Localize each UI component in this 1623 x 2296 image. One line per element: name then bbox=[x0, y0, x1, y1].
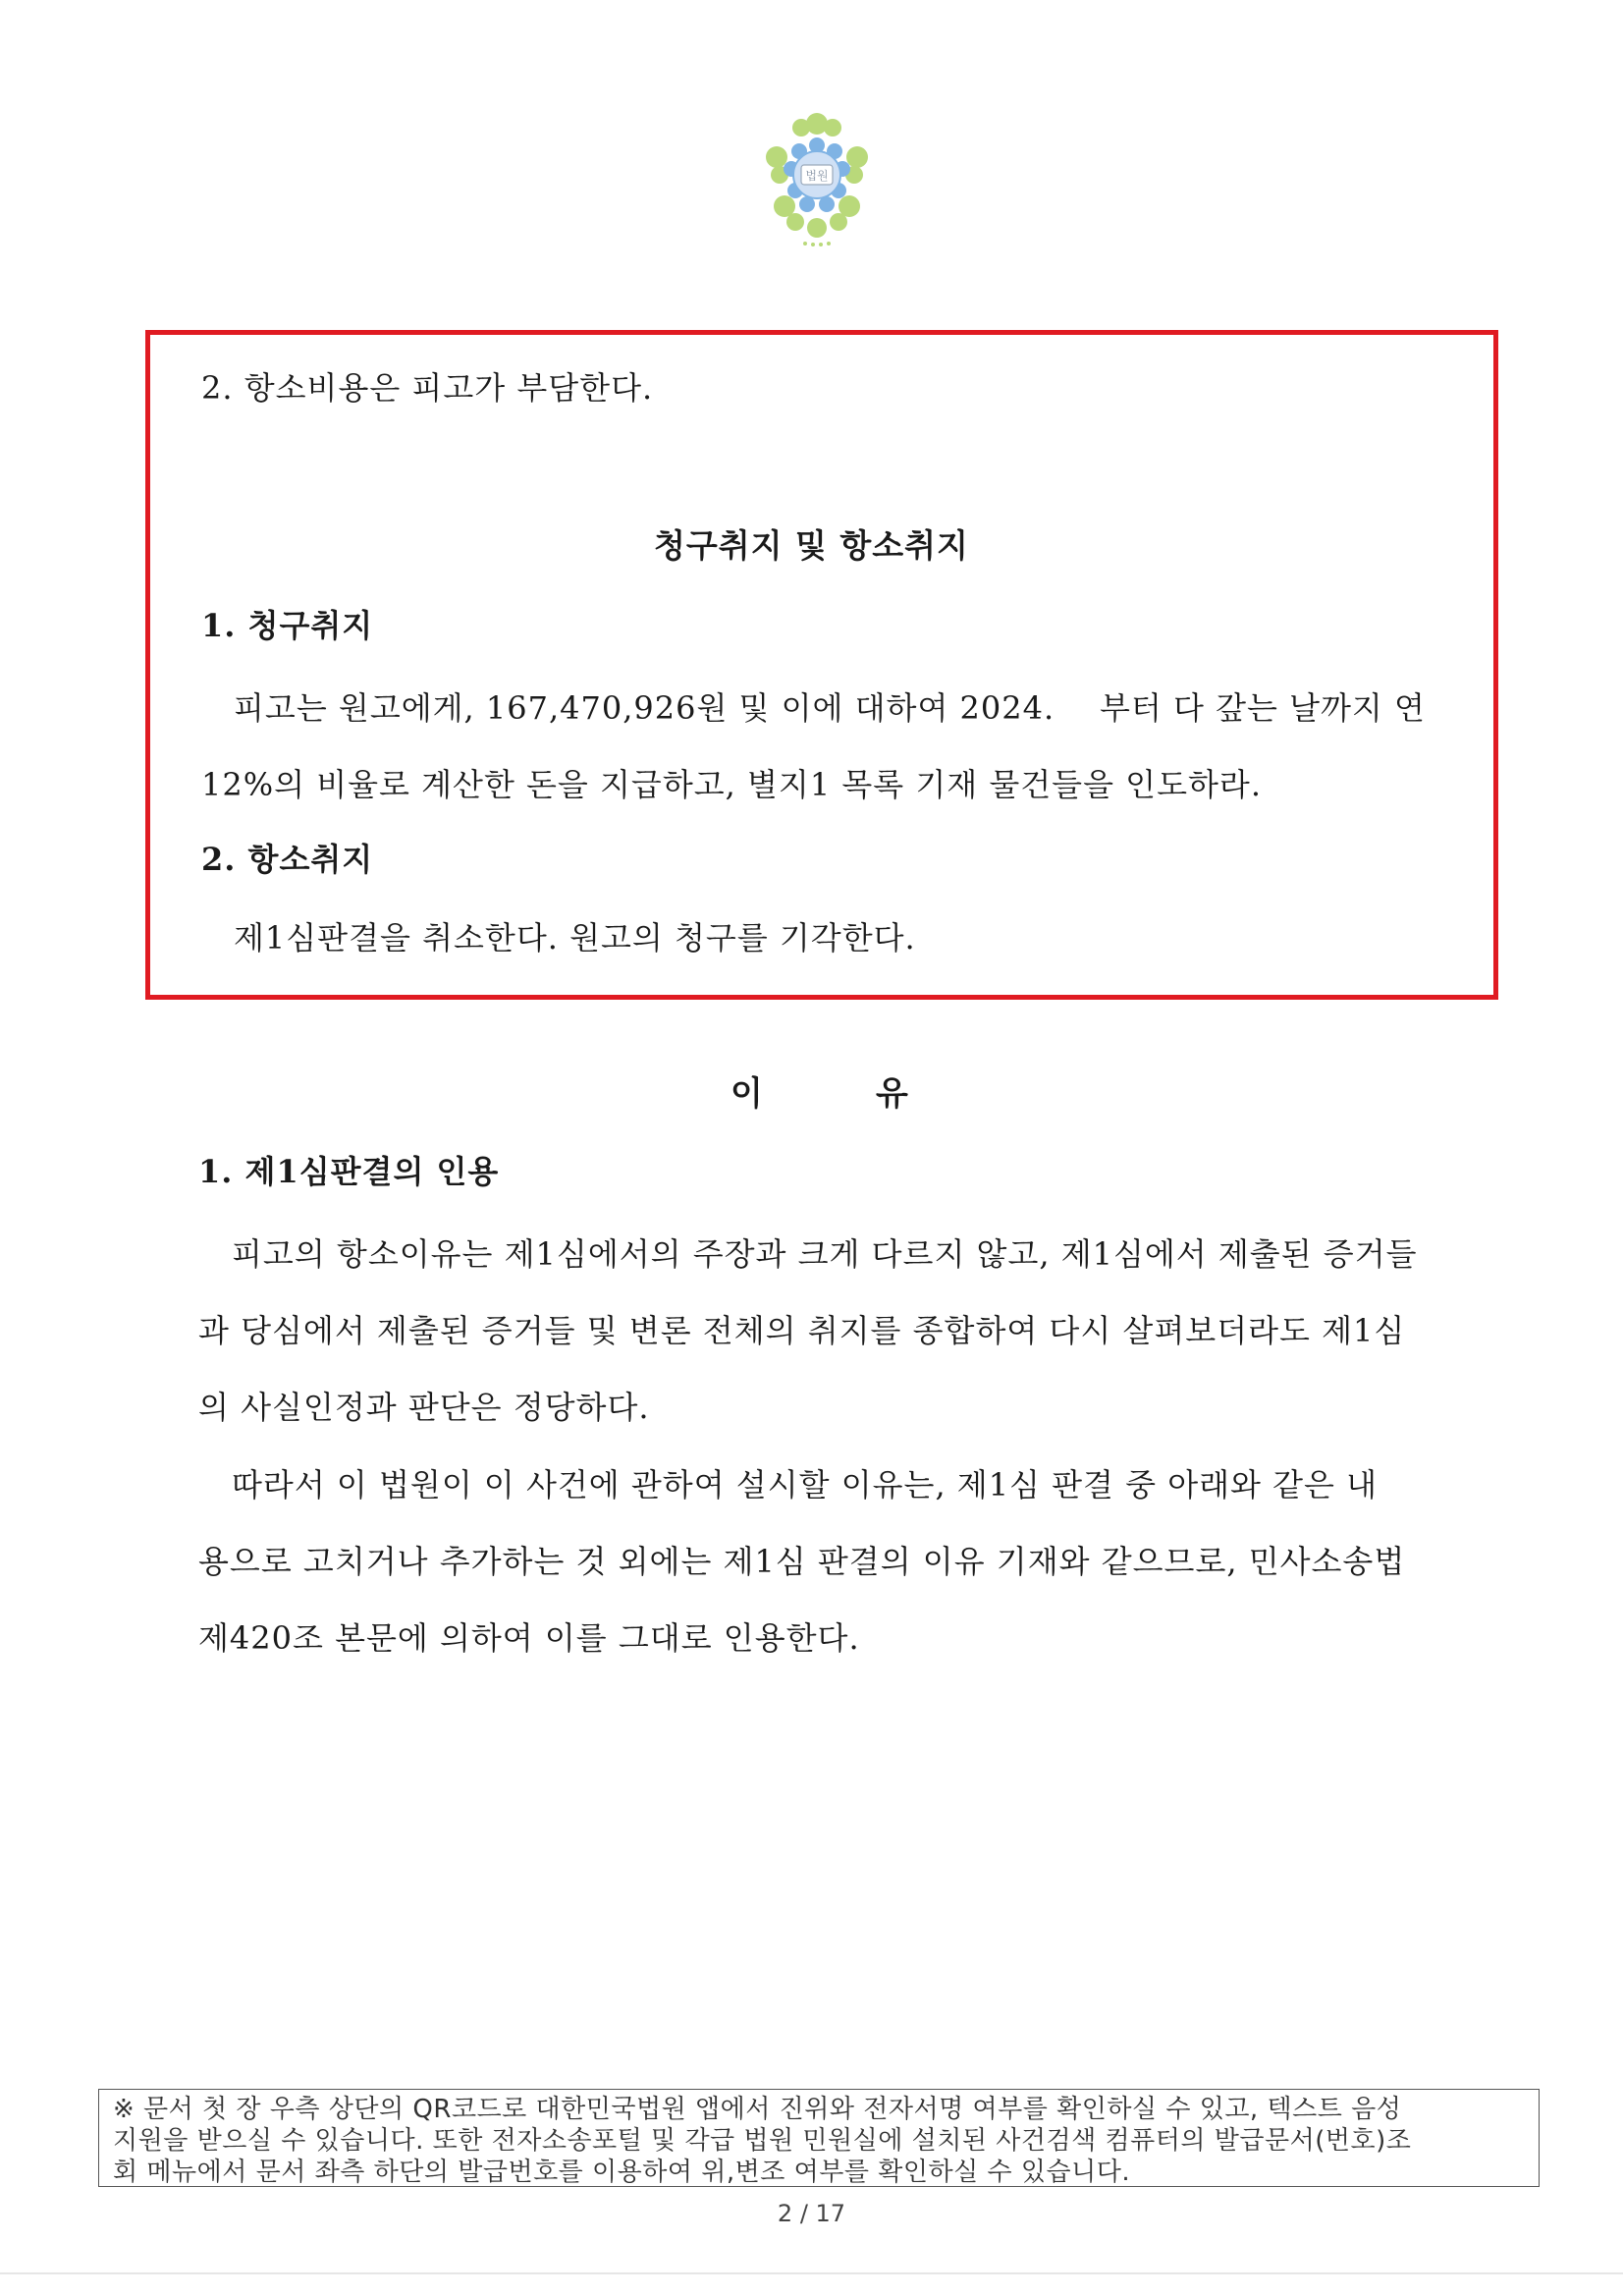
para2-line2: 용으로 고치거나 추가하는 것 외에는 제1심 판결의 이유 기재와 같으므로, 민사소송법 bbox=[198, 1543, 1406, 1580]
claim-title: 1. 청구취지 bbox=[201, 607, 374, 644]
notice-line2: 지원을 받으실 수 있습니다. 또한 전자소송포털 및 각급 법원 민원실에 설치된 사건검색 컴퓨터의 발급문서(번호)조 bbox=[113, 2126, 1412, 2156]
court-seal-icon bbox=[756, 106, 878, 251]
section1-title: 1. 제1심판결의 인용 bbox=[198, 1153, 500, 1190]
para2-line3: 제420조 본문에 의하여 이를 그대로 인용한다. bbox=[198, 1619, 860, 1657]
claim-line1-a: 피고는 원고에게, 167,470,926원 및 이에 대하여 2024. bbox=[234, 689, 1055, 727]
claim-line1-b: 부터 다 갚는 날까지 연 bbox=[1100, 689, 1426, 727]
item2-text: 2. 항소비용은 피고가 부담한다. bbox=[201, 369, 654, 407]
reasons-heading-a: 이 bbox=[730, 1074, 764, 1114]
appeal-title: 2. 항소취지 bbox=[201, 841, 374, 878]
notice-line3: 회 메뉴에서 문서 좌측 하단의 발급번호를 이용하여 위,변조 여부를 확인하실 수 있습니다. bbox=[113, 2158, 1131, 2187]
reasons-heading-b: 유 bbox=[876, 1074, 909, 1114]
para2-line1: 따라서 이 법원이 이 사건에 관하여 설시할 이유는, 제1심 판결 중 아래와 같은 내 bbox=[232, 1466, 1379, 1503]
seal-label: 법원 bbox=[805, 169, 829, 183]
notice-line1: ※ 문서 첫 장 우측 상단의 QR코드로 대한민국법원 앱에서 진위와 전자서명 여부를 확인하실 수 있고, 텍스트 음성 bbox=[113, 2095, 1402, 2124]
page-number: 2 / 17 bbox=[777, 2200, 846, 2227]
claim-line2: 12%의 비율로 계산한 돈을 지급하고, 별지1 목록 기재 물건들을 인도하라. bbox=[201, 766, 1263, 803]
claims-heading: 청구취지 및 항소취지 bbox=[654, 526, 969, 565]
page-edge-divider bbox=[0, 2272, 1623, 2274]
para1-line2: 과 당심에서 제출된 증거들 및 변론 전체의 취지를 종합하여 다시 살펴보더라도 제1심 bbox=[198, 1312, 1406, 1349]
highlight-box bbox=[145, 330, 1498, 1000]
verification-notice bbox=[98, 2089, 1540, 2187]
para1-line3: 의 사실인정과 판단은 정당하다. bbox=[198, 1389, 650, 1426]
appeal-text: 제1심판결을 취소한다. 원고의 청구를 기각한다. bbox=[234, 919, 916, 957]
court-seal-graphic bbox=[756, 106, 878, 251]
para1-line1: 피고의 항소이유는 제1심에서의 주장과 크게 다르지 않고, 제1심에서 제출된 증거들 bbox=[232, 1235, 1418, 1273]
